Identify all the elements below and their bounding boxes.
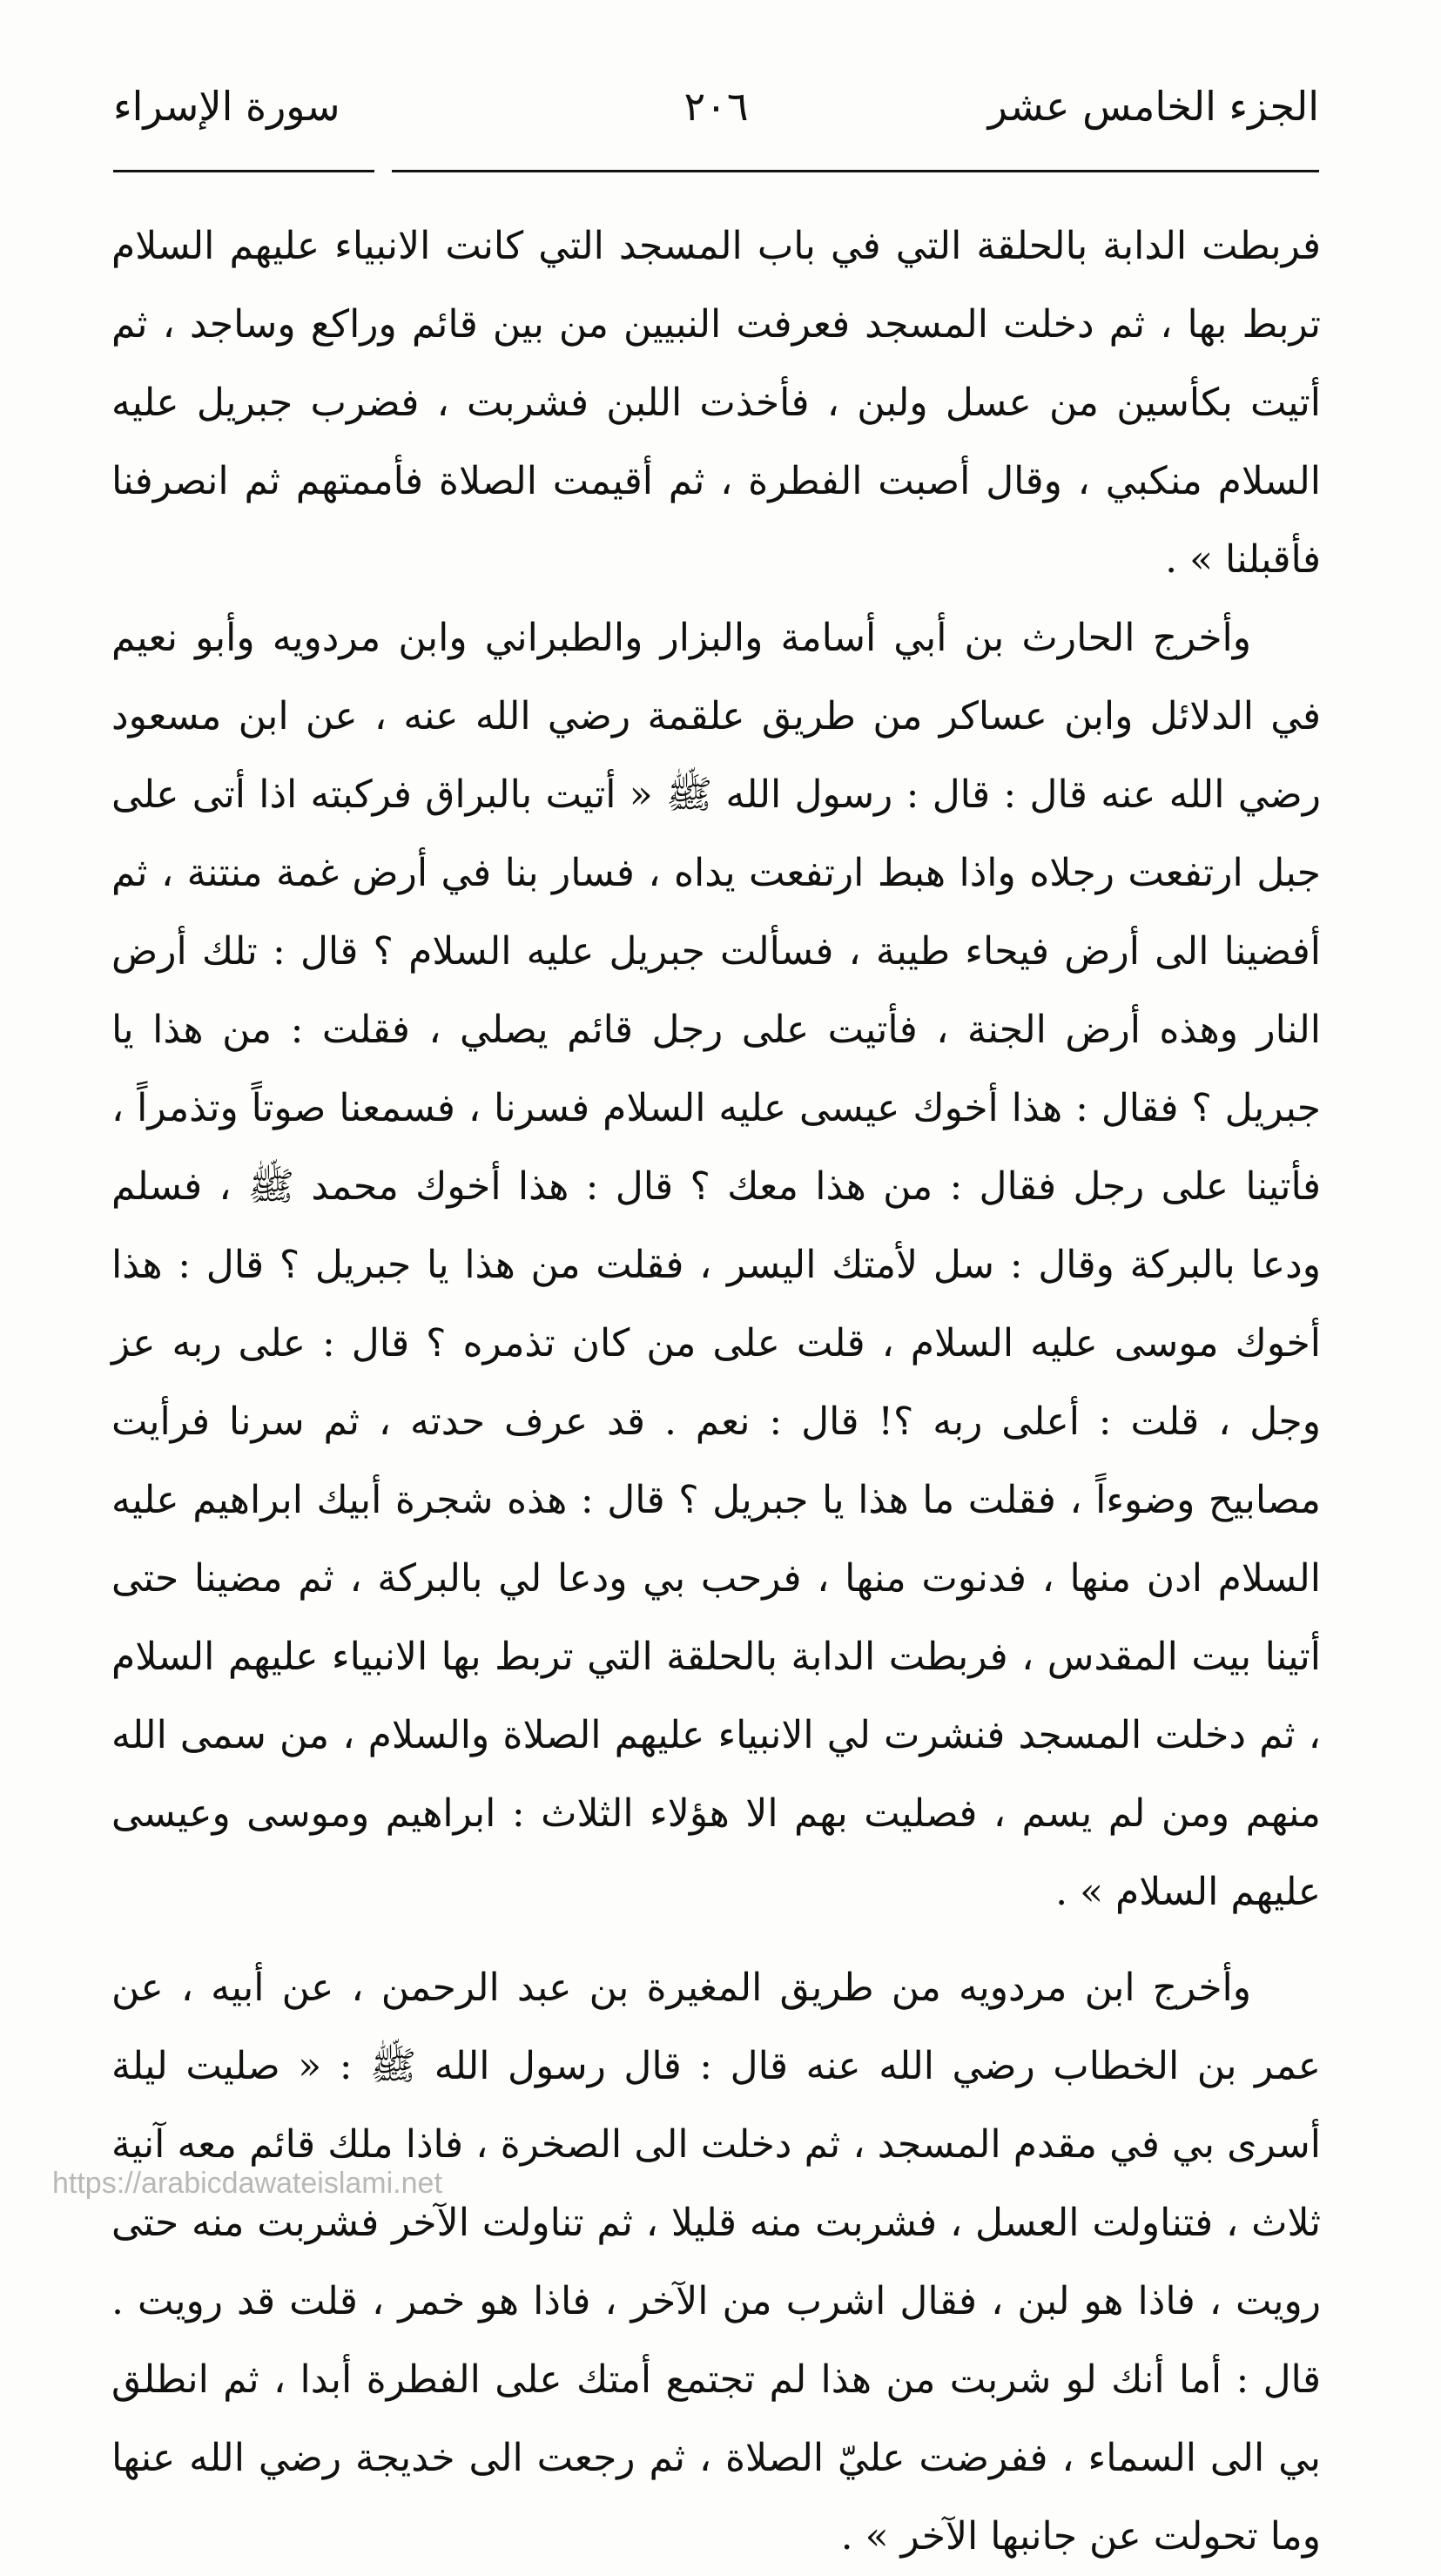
paragraph-3: وأخرج ابن مردويه من طريق المغيرة بن عبد الرحمن ، عن أبيه ، عن عمر بن الخطاب رضي الله عنه قال : قال رسول الله ﷺ : « صليت ليلة أسرى بي في مقدم المسجد ، ثم دخلت الى الصخرة ، فاذا ملك قائم معه آنية ثلاث ، فتناولت العسل ، فشربت منه قليلا ، ثم تناولت الآخر فشربت منه حتى رويت ، فاذا هو لبن ، فقال اشرب من الآخر ، فاذا هو خمر ، قلت قد رويت . قال : أما أنك لو شربت من هذا لم تجتمع أمتك على الفطرة أبدا ، ثم انطلق بي الى السماء ، ففرضت عليّ الصلاة ، ثم رجعت الى خديجة رضي الله عنها وما تحولت عن جانبها الآخر » .	[111, 1966, 1322, 2559]
page-body	[111, 207, 1321, 2576]
watermark-url: https://arabicdawateislami.net	[52, 2167, 442, 2200]
header-rule-right	[392, 170, 1319, 172]
juz-title: الجزء الخامس عشر	[987, 83, 1319, 130]
page-header	[113, 83, 1319, 144]
surah-title: سورة الإسراء	[113, 83, 340, 130]
paragraph-1: فربطت الدابة بالحلقة التي في باب المسجد التي كانت الانبياء عليهم السلام تربط بها ، ثم دخلت المسجد فعرفت النبيين من بين قائم وراكع وساجد ، ثم أتيت بكأسين من عسل ولبن ، فأخذت اللبن فشربت ، فضرب جبريل عليه السلام منكبي ، وقال أصبت الفطرة ، ثم أقيمت الصلاة فأممتهم ثم انصرفنا فأقبلنا » .	[111, 224, 1321, 582]
paragraph-2: وأخرج الحارث بن أبي أسامة والبزار والطبراني وابن مردويه وأبو نعيم في الدلائل وابن عساكر من طريق علقمة رضي الله عنه ، عن ابن مسعود رضي الله عنه قال : قال : رسول الله ﷺ « أتيت بالبراق فركبته اذا أتى على جبل ارتفعت رجلاه واذا هبط ارتفعت يداه ، فسار بنا في أرض غمة منتنة ، ثم أفضينا الى أرض فيحاء طيبة ، فسألت جبريل عليه السلام ؟ قال : تلك أرض النار وهذه أرض الجنة ، فأتيت على رجل قائم يصلي ، فقلت : من هذا يا جبريل ؟ فقال : هذا أخوك عيسى عليه السلام فسرنا ، فسمعنا صوتاً وتذمراً ، فأتينا على رجل فقال : من هذا معك ؟ قال : هذا أخوك محمد ﷺ ، فسلم ودعا بالبركة وقال : سل لأمتك اليسر ، فقلت من هذا يا جبريل ؟ قال : هذا أخوك موسى عليه السلام ، قلت على من كان تذمره ؟ قال : على ربه عز وجل ، قلت : أعلى ربه ؟! قال : نعم . قد عرف حدته ، ثم سرنا فرأيت مصابيح وضوءاً ، فقلت ما هذا يا جبريل ؟ قال : هذه شجرة أبيك ابراهيم عليه السلام ادن منها ، فدنوت منها ، فرحب بي ودعا لي بالبركة ، ثم مضينا حتى أتينا بيت المقدس ، فربطت الدابة بالحلقة التي تربط بها الانبياء عليهم السلام ، ثم دخلت المسجد فنشرت لي الانبياء عليهم الصلاة والسلام ، من سمى الله منهم ومن لم يسم ، فصليت بهم الا هؤلاء الثلاث : ابراهيم وموسى وعيسى عليهم السلام » .	[111, 616, 1321, 1914]
header-rule-left	[113, 170, 374, 172]
page-number: ٢٠٦	[683, 83, 749, 130]
